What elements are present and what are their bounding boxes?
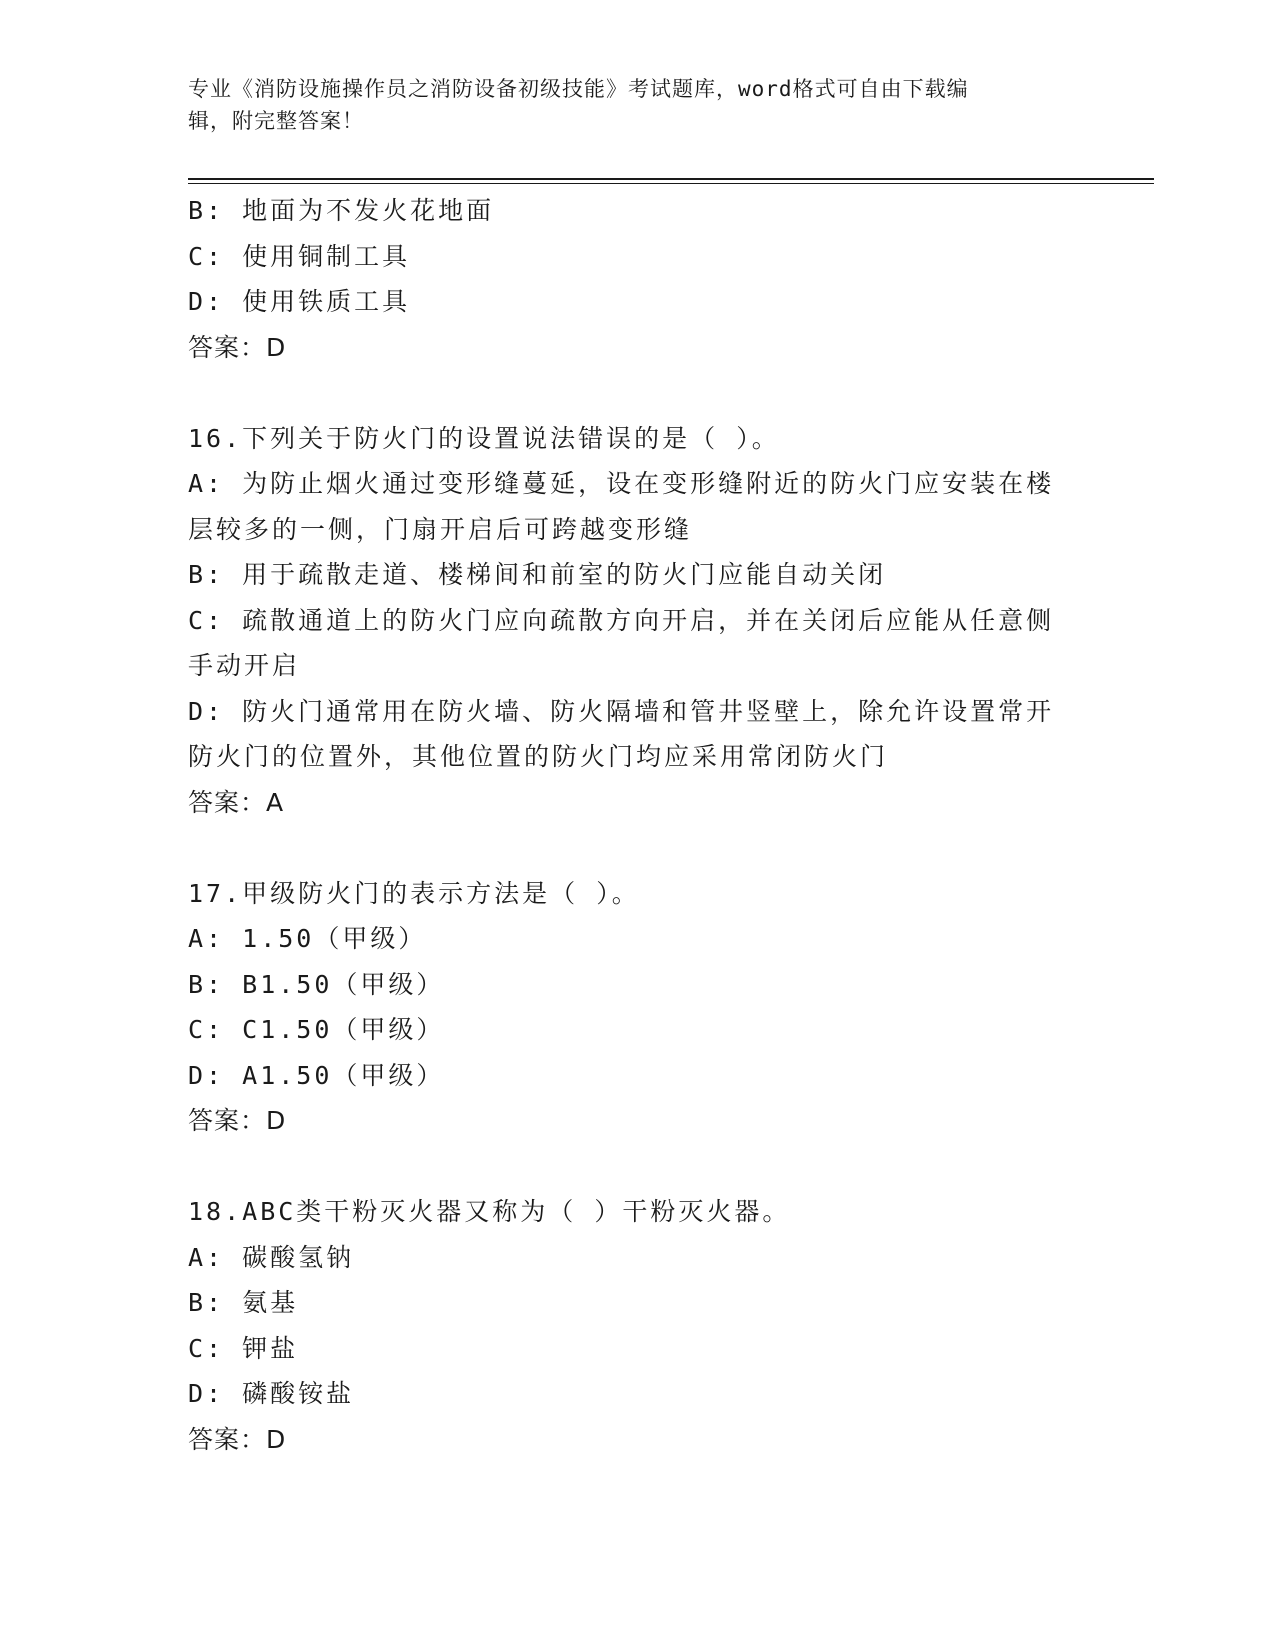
q17-option-d: D: A1.50（甲级） — [188, 1060, 445, 1090]
q16-option-d-line-1: D: 防火门通常用在防火墙、防火隔墙和管井竖壁上，除允许设置常开 — [188, 696, 1055, 726]
q15-option-b: B: 地面为不发火花地面 — [188, 196, 495, 225]
q16-option-a-line-2: 层较多的一侧，门扇开启后可跨越变形缝 — [188, 514, 693, 544]
q16-option-c-line-2: 手动开启 — [188, 651, 301, 680]
question-15 — [188, 188, 1088, 370]
header-divider-thick — [188, 178, 1154, 180]
q17-option-a: A: 1.50（甲级） — [188, 924, 427, 953]
spacer — [188, 1144, 1088, 1190]
q16-option-a-line-1: A: 为防止烟火通过变形缝蔓延，设在变形缝附近的防火门应安装在楼 — [188, 469, 1055, 498]
q18-option-b: B: 氨基 — [188, 1288, 299, 1317]
q16-stem: 16.下列关于防火门的设置说法错误的是（ ）。 — [188, 423, 780, 453]
q17-option-b: B: B1.50（甲级） — [188, 969, 445, 999]
header-line-2: 辑，附完整答案！ — [188, 109, 364, 133]
header-divider-thin — [188, 183, 1154, 184]
q18-stem: 18.ABC类干粉灭火器又称为（ ）干粉灭火器。 — [188, 1197, 791, 1226]
question-18 — [188, 1189, 1088, 1462]
q17-answer: 答案：D — [188, 1106, 287, 1135]
q17-option-c: C: C1.50（甲级） — [188, 1015, 445, 1044]
q18-option-d: D: 磷酸铵盐 — [188, 1379, 355, 1408]
question-17 — [188, 871, 1088, 1144]
q16-option-d-line-2: 防火门的位置外，其他位置的防火门均应采用常闭防火门 — [188, 742, 889, 771]
q16-option-b: B: 用于疏散走道、楼梯间和前室的防火门应能自动关闭 — [188, 560, 887, 589]
q17-stem: 17.甲级防火门的表示方法是（ ）。 — [188, 878, 640, 908]
q18-answer: 答案：D — [188, 1424, 287, 1454]
q16-option-c-line-1: C: 疏散通道上的防火门应向疏散方向开启，并在关闭后应能从任意侧 — [188, 605, 1055, 635]
document-header — [188, 73, 1088, 137]
question-list — [188, 188, 1088, 1462]
spacer — [188, 825, 1088, 871]
q15-option-d: D: 使用铁质工具 — [188, 287, 411, 316]
q15-answer: 答案：D — [188, 332, 287, 362]
q18-option-a: A: 碳酸氢钠 — [188, 1242, 355, 1272]
question-16 — [188, 416, 1088, 826]
q18-option-c: C: 钾盐 — [188, 1333, 299, 1363]
spacer — [188, 370, 1088, 416]
header-line-1: 专业《消防设施操作员之消防设备初级技能》考试题库，word格式可自由下载编 — [188, 77, 969, 101]
q16-answer: 答案：A — [188, 787, 285, 817]
q15-option-c: C: 使用铜制工具 — [188, 241, 411, 271]
